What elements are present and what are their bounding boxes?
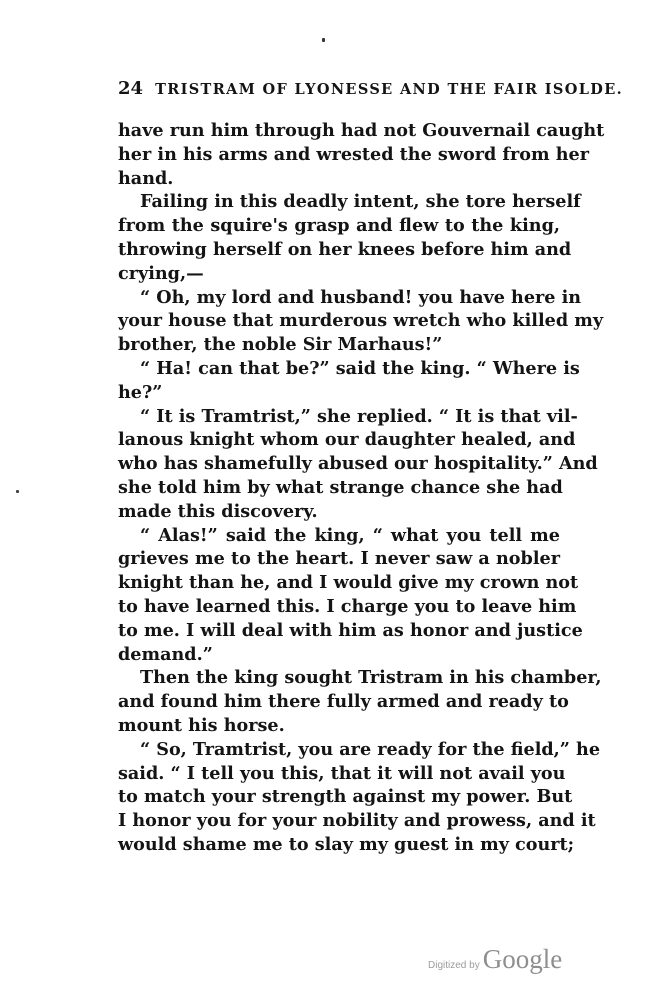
watermark-prefix: Digitized by xyxy=(428,960,480,971)
ink-speck xyxy=(322,38,325,42)
text-line: and found him there fully armed and ready to xyxy=(118,691,569,713)
text-line: Then the king sought Tristram in his chamber, xyxy=(140,667,602,689)
text-line: Failing in this deadly intent, she tore herself xyxy=(140,191,581,213)
text-line: to match your strength against my power. But xyxy=(118,786,573,808)
text-line: from the squire's grasp and flew to the king, xyxy=(118,215,560,237)
text-line: “ It is Tramtrist,” she replied. “ It is that vil- xyxy=(140,405,578,427)
text-line: who has shamefully abused our hospitality.” And xyxy=(118,453,598,475)
running-title: TRISTRAM OF LYONESSE AND THE FAIR ISOLDE. xyxy=(155,81,623,98)
text-line: grieves me to the heart. I never saw a nobler xyxy=(118,548,560,570)
text-line: demand.” xyxy=(118,643,213,665)
text-line: would shame me to slay my guest in my court; xyxy=(118,833,575,855)
text-line: “ Alas!” said the king, “ what you tell me xyxy=(140,524,560,546)
text-line: throwing herself on her knees before him and xyxy=(118,238,572,260)
digitized-watermark xyxy=(428,944,562,975)
text-line: he?” xyxy=(118,381,163,403)
text-line: knight than he, and I would give my crown not xyxy=(118,572,579,594)
text-line: “ Oh, my lord and husband! you have here in xyxy=(140,286,582,308)
text-line: brother, the noble Sir Marhaus!” xyxy=(118,334,443,356)
running-header xyxy=(118,78,623,99)
text-line: her in his arms and wrested the sword from her xyxy=(118,143,589,165)
text-line: to me. I will deal with him as honor and justice xyxy=(118,619,583,641)
watermark-brand: Google xyxy=(482,944,563,974)
text-line: mount his horse. xyxy=(118,714,285,736)
text-line: crying,— xyxy=(118,262,204,284)
text-line: your house that murderous wretch who killed my xyxy=(118,310,604,332)
text-line: hand. xyxy=(118,167,174,189)
text-line: she told him by what strange chance she had xyxy=(118,476,563,498)
text-line: “ Ha! can that be?” said the king. “ Where is xyxy=(140,357,580,379)
text-line: to have learned this. I charge you to leave him xyxy=(118,595,577,617)
text-line: I honor you for your nobility and prowess, and it xyxy=(118,810,596,832)
text-line: said. “ I tell you this, that it will not avail you xyxy=(118,762,566,784)
text-line: lanous knight whom our daughter healed, and xyxy=(118,429,576,451)
page-body-text xyxy=(118,119,605,857)
ink-speck xyxy=(16,490,19,493)
text-line: “ So, Tramtrist, you are ready for the field,” he xyxy=(140,738,601,760)
text-line: made this discovery. xyxy=(118,500,318,522)
text-line: have run him through had not Gouvernail caught xyxy=(118,120,605,141)
page-number: 24 xyxy=(118,78,144,99)
